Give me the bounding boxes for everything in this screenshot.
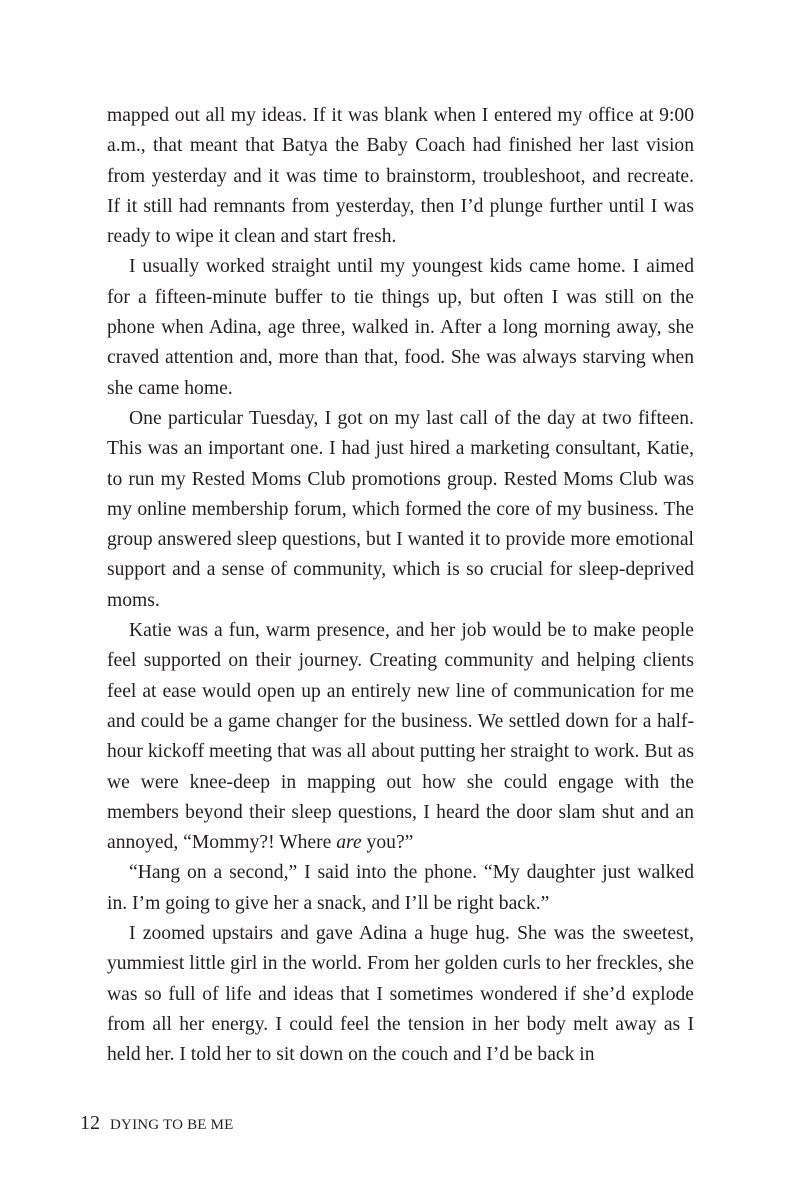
paragraph-4-end: you?” — [361, 832, 414, 854]
paragraph-3: One particular Tuesday, I got on my last call of the day at two fifteen. This was an important one. I had just hired a marketing consultant, Katie, to run my Rested Moms Club promotions group. Rested Moms Club was my online membership forum, which formed the core of my business. The group answered sleep questions, but I wanted it to provide more emotional support and a sense of community, which is so crucial for sleep-deprived moms. — [107, 407, 694, 611]
page-footer — [80, 1112, 234, 1135]
page-body — [107, 101, 694, 1071]
paragraph-4-emphasis: are — [336, 832, 362, 854]
page-number: 12 — [80, 1112, 100, 1134]
paragraph-4 — [107, 616, 694, 858]
paragraph-4-text: Katie was a fun, warm presence, and her job would be to make people feel supported on their journey. Creating community and helping clients feel at ease would open up an entirely new line of communication for me and could be a game changer for the business. We settled down for a half-hour kickoff meeting that was all about putting her straight to work. But as we were knee-deep in mapping out how she could engage with the members beyond their sleep questions, I heard the door slam shut and an annoyed, “Mommy?! Where — [107, 620, 694, 854]
paragraph-5: “Hang on a second,” I said into the phone. “My daughter just walked in. I’m going to give her a snack, and I’ll be right back.” — [107, 862, 694, 914]
paragraph-2: I usually worked straight until my youngest kids came home. I aimed for a fifteen-minute buffer to tie things up, but often I was still on the phone when Adina, age three, walked in. After a long morning away, she craved attention and, more than that, food. She was always starving when she came home. — [107, 256, 694, 399]
running-title: DYING TO BE ME — [110, 1117, 234, 1133]
paragraph-6: I zoomed upstairs and gave Adina a huge hug. She was the sweetest, yummiest little girl in the world. From her golden curls to her freckles, she was so full of life and ideas that I sometimes wondered if she’d explode from all her energy. I could feel the tension in her body melt away as I held her. I told her to sit down on the couch and I’d be back in — [107, 923, 694, 1066]
paragraph-1: mapped out all my ideas. If it was blank when I entered my office at 9:00 a.m., that meant that Batya the Baby Coach had finished her last vision from yesterday and it was time to brainstorm, troubleshoot, and recreate. If it still had remnants from yesterday, then I’d plunge further until I was ready to wipe it clean and start fresh. — [107, 105, 694, 248]
